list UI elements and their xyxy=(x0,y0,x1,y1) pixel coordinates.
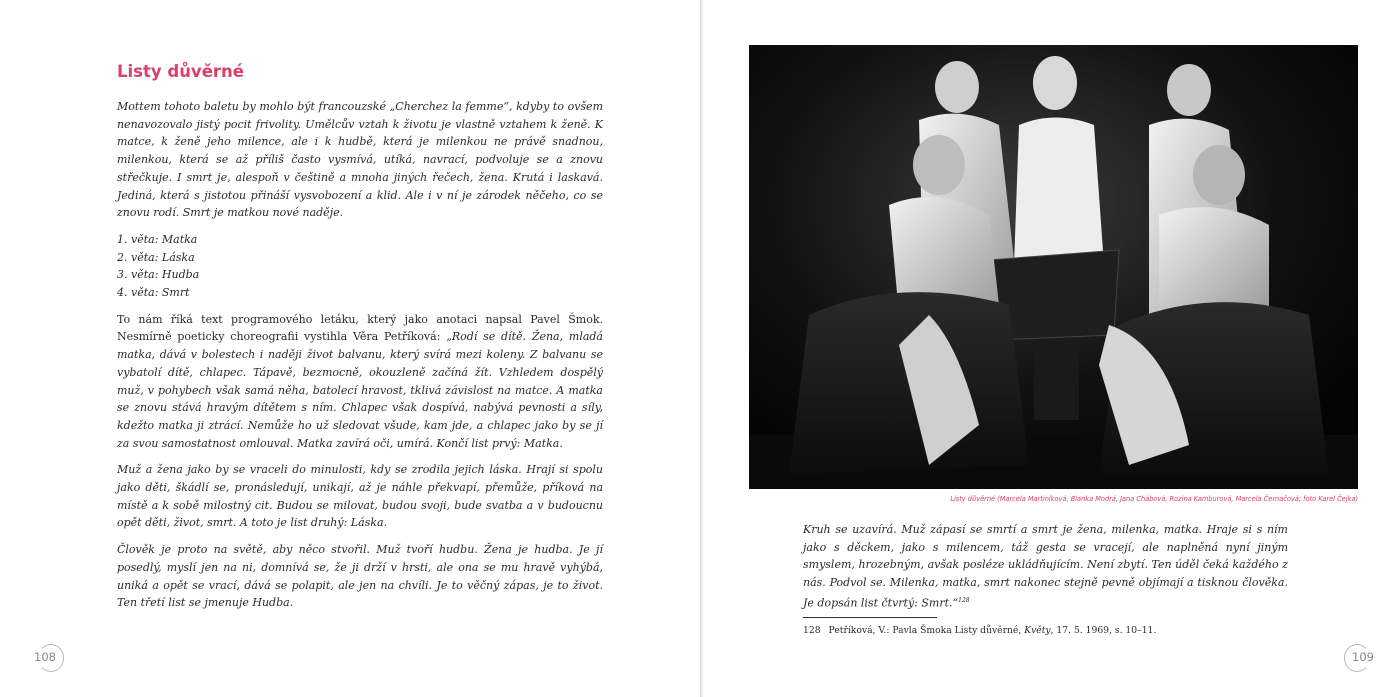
footnote-reference[interactable]: 128 xyxy=(958,596,970,604)
paragraph-4: Člověk je proto na světě, aby něco stvořil. Muž tvoří hudbu. Žena je hudba. Je jí posedlý, myslí jen na ni, domnívá se, že ji drží v hrsti, ale ona se mu hravě vyhýbá, uniká a opět se vrací, dává se polapit, ale jen na chvíli. Je to věčný zápas, je to život. Ten třetí list se jmenuje Hudba. xyxy=(117,543,603,610)
list-item: 2. věta: Láska xyxy=(117,250,195,264)
footnote xyxy=(803,625,1303,636)
list-item: 3. věta: Hudba xyxy=(117,268,200,282)
paragraph-2-intro: To nám říká text programového letáku, který jako anotaci napsal Pavel Šmok. Nesmírně poeticky choreografii vystihla Věra Petříková: xyxy=(117,312,603,344)
paragraph-2-quote: „Rodí se dítě. Žena, mladá matka, dává v bolestech i naději život balvanu, který svírá mezi koleny. Z balvanu se vybatolí dítě, chlapec. Tápavě, bezmocně, okouzleně začíná žít. Vzhledem dospělý muž, v pohybech však samá něha, batolecí hravost, tklivá závislost na matce. A matka se znovu stává hravým dítětem s ním. Chlapec však dospívá, nabývá pevnosti a síly, kdežto matka ji ztrácí. Nemůže ho už sledovat všude, kam jde, a chlapec jako by se jí za svou samostatnost omlouval. Matka zavírá oči, umírá. Končí list prvý: Matka. xyxy=(117,330,603,450)
ballet-photo xyxy=(749,45,1358,489)
photo-caption: Listy důvěrné (Marcela Martiníková, Blanka Modrá, Jana Chábová, Rozina Kamburová, Marcela Černačová; foto Karel Čejka) xyxy=(950,495,1358,503)
paragraph-2 xyxy=(117,311,603,453)
paragraph-3: Muž a žena jako by se vraceli do minulosti, kdy se zrodila jejich láska. Hrají si spolu jako děti, škádlí se, pronásledují, unikají, až je náhle překvapí, přemůže, příková na místě a k sobě milostný cit. Budou se milovat, budou svoji, bude svatba a v budoucnu opět děti, život, smrt. A toto je list druhý: Láska. xyxy=(117,463,603,530)
list-item: 1. věta: Matka xyxy=(117,232,198,246)
closing-paragraph xyxy=(803,521,1288,612)
footnote-number: 128 xyxy=(803,625,821,636)
paragraph-1: Mottem tohoto baletu by mohlo být francouzské „Cherchez la femme“, kdyby to ovšem nenavozovalo jistý pocit frivolity. Umělcův vztah k životu je vlastně vztahem k ženě. K matce, k ženě jeho milence, ale i k hudbě, která je milenkou ne právě snadnou, milenkou, která se až příliš často vysmívá, utíká, navrací, podvoluje se a znovu střečkuje. I smrt je, alespoň v češtině a mnoha jiných řečech, žena. Krutá i laskavá. Jediná, která s jistotou přináší vysvobození a klid. Ale i v ní je zárodek něčeho, co se znovu rodí. Smrt je matkou nové naděje. xyxy=(117,100,603,220)
right-body-text xyxy=(803,521,1288,612)
movement-list xyxy=(117,231,603,302)
ballet-photo-image xyxy=(749,45,1358,489)
footnote-text-after: , 17. 5. 1969, s. 10–11. xyxy=(1050,625,1157,636)
chapter-heading: Listy důvěrné xyxy=(117,62,244,81)
list-item: 4. věta: Smrt xyxy=(117,286,190,300)
page-number-left: 108 xyxy=(34,650,56,664)
page-number-right: 109 xyxy=(1352,650,1374,664)
footnote-journal: Květy xyxy=(1024,625,1051,636)
left-body-text xyxy=(117,98,603,621)
footnote-text-before: Petříková, V.: Pavla Šmoka Listy důvěrné, xyxy=(828,625,1025,636)
closing-paragraph-text: Kruh se uzavírá. Muž zápasí se smrtí a smrt je žena, milenka, matka. Hraje si s ním jako s děckem, jako s milencem, táž gesta se vracejí, ale naplněná nyní jiným smyslem, hrozebným, avšak posléze ukládňujícím. Není zbytí. Ten úděl čeká každého z nás. Podvol se. Milenka, matka, smrt nakonec stejně pevně objímají a tisknou člověka. Je dopsán list čtvrtý: Smrt.“ xyxy=(803,523,1288,610)
footnote-rule xyxy=(803,617,937,618)
